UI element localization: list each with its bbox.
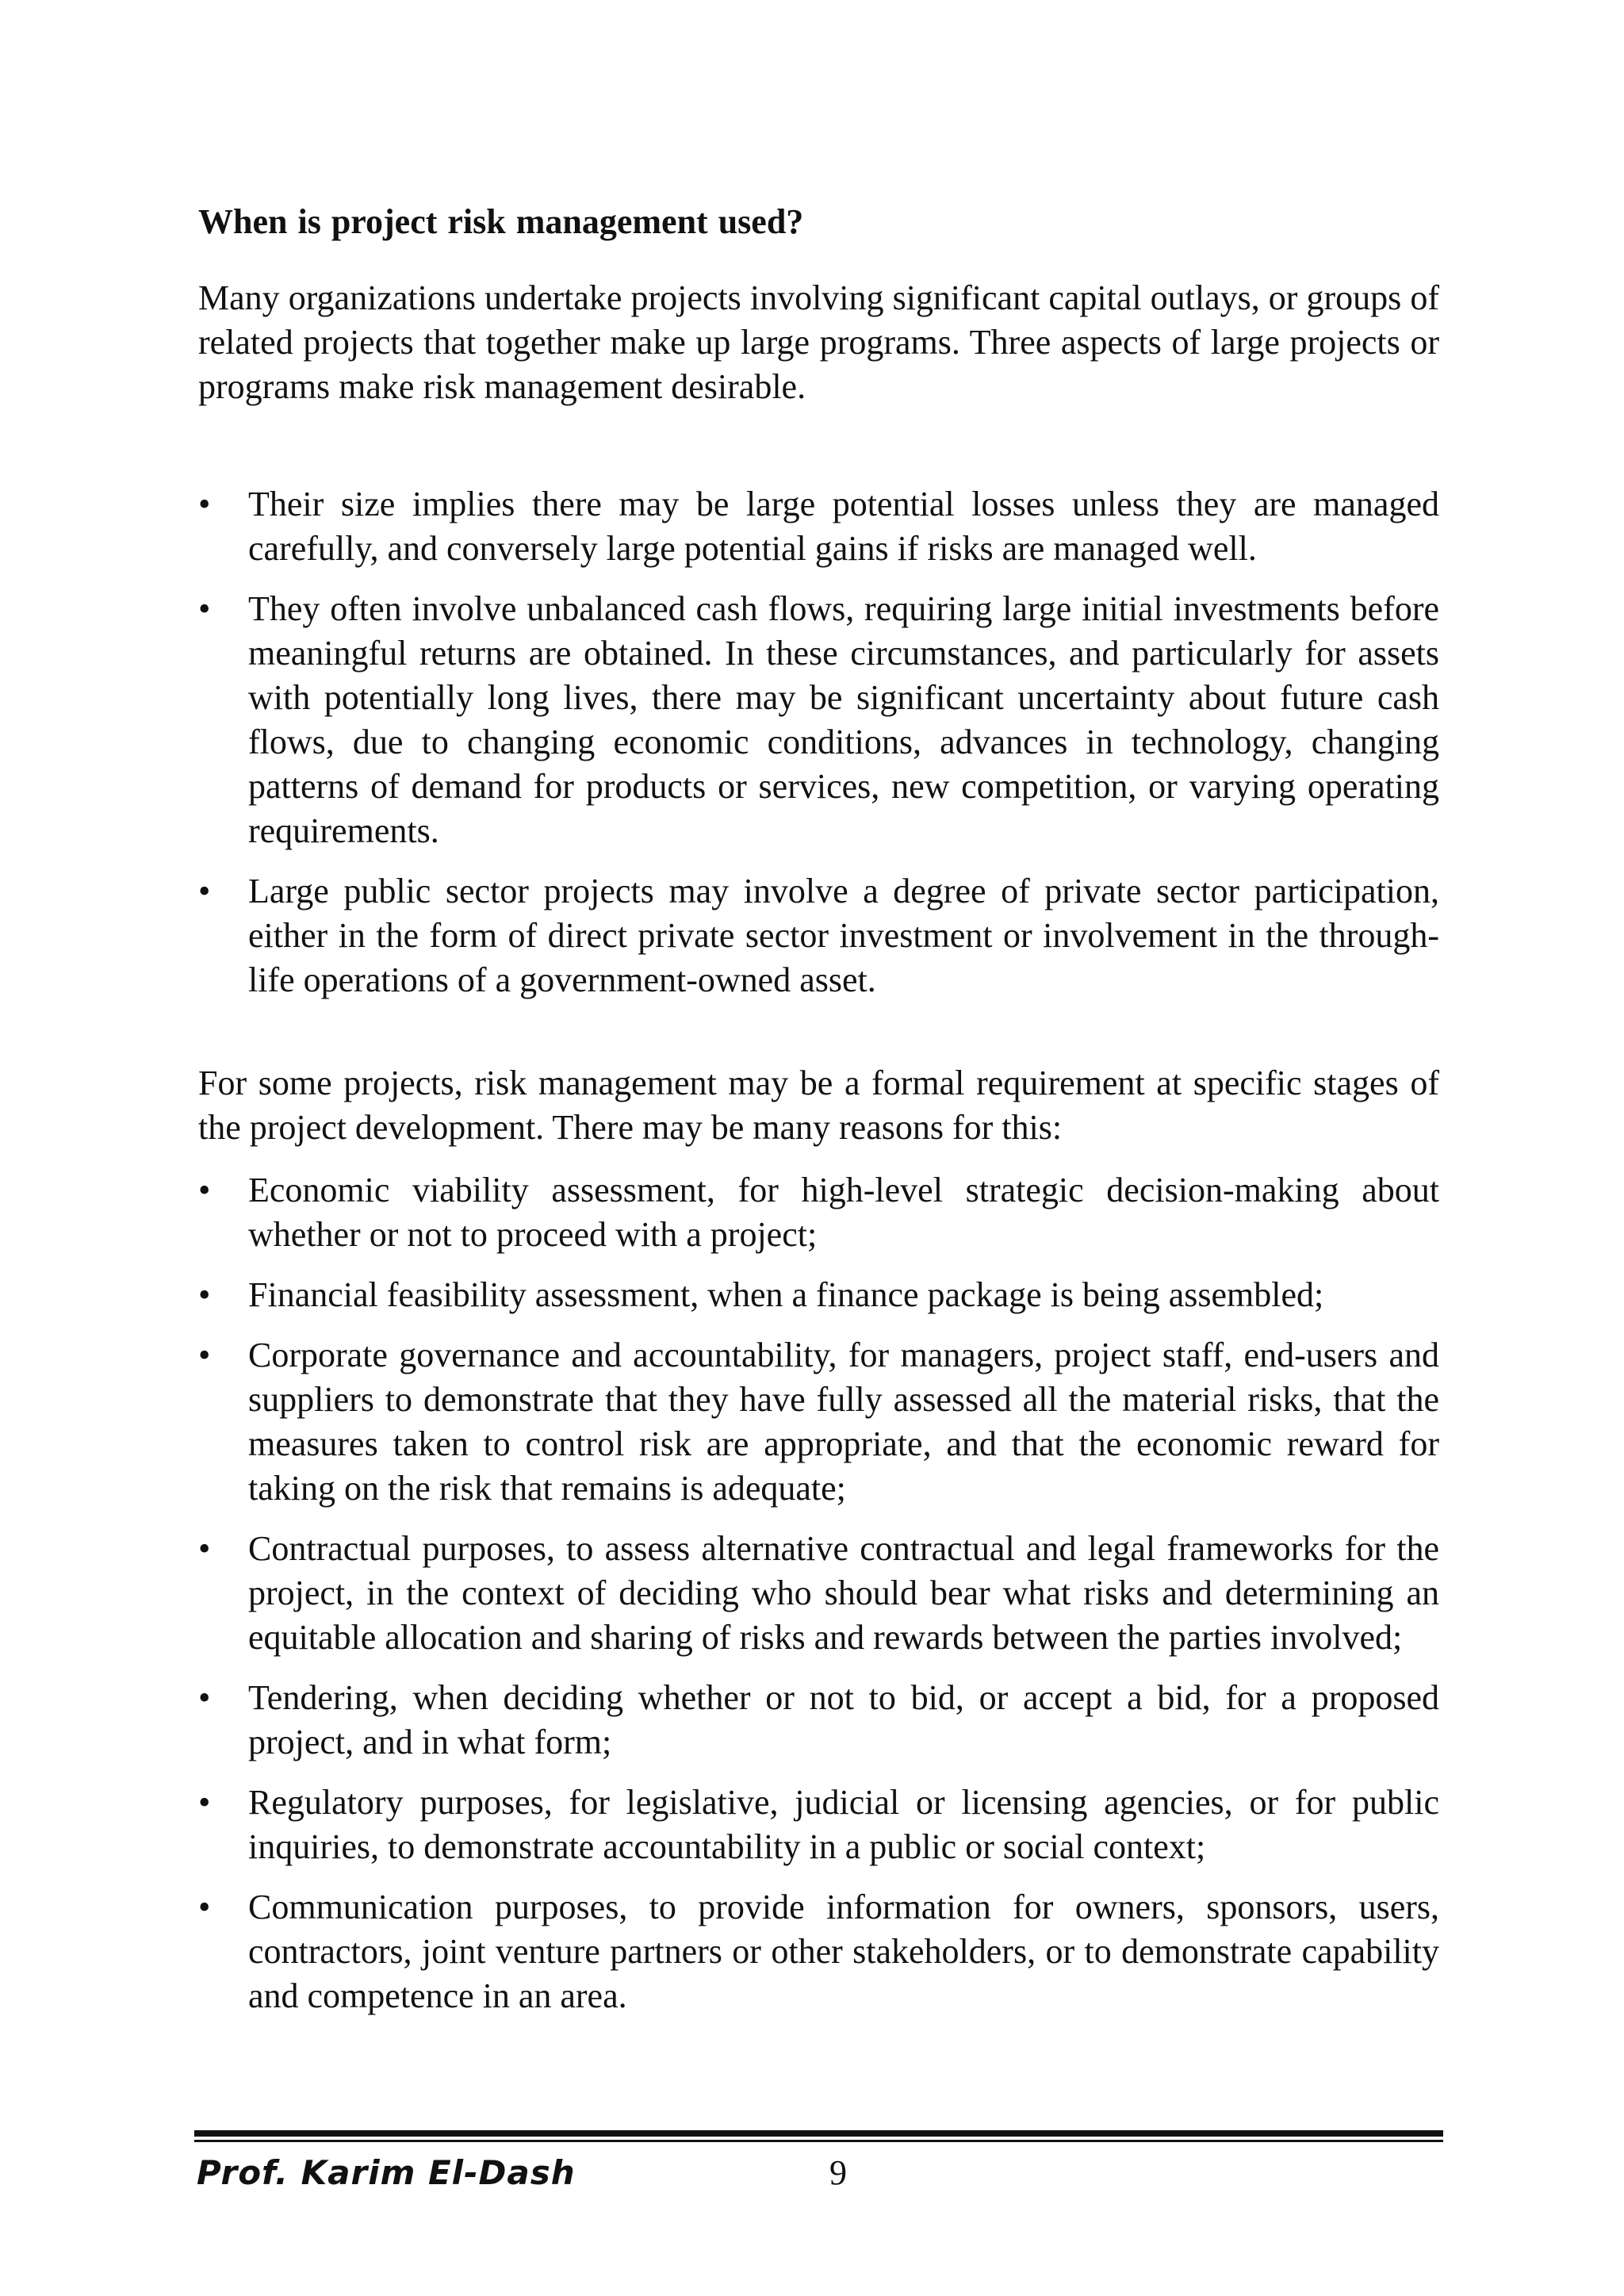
bullet-icon: • (198, 1336, 211, 1374)
aspects-list (198, 482, 1439, 1002)
list-item-text: Corporate governance and accountability, for managers, project staff, end-users and suppliers to demonstrate that they have fully assessed all the material risks, that the measures taken to control risk are appropriate, and that the economic reward for taking on the risk that remains is adequate; (248, 1336, 1439, 1508)
list-item (198, 482, 1439, 571)
bullet-icon: • (198, 872, 211, 910)
list-item (198, 1780, 1439, 1869)
list-item-text: Economic viability assessment, for high-level strategic decision-making about whether or not to proceed with a project; (248, 1171, 1439, 1254)
list-item (198, 1273, 1439, 1317)
footer-divider (194, 2130, 1443, 2137)
list-item (198, 1168, 1439, 1257)
list-item-text: Contractual purposes, to assess alternative contractual and legal frameworks for the project, in the context of deciding who should bear what risks and determining an equitable allocation and sharing of risks and rewards between the parties involved; (248, 1529, 1439, 1657)
intro-paragraph-block (198, 276, 1439, 409)
list-item-text: Tendering, when deciding whether or not to bid, or accept a bid, for a proposed project, and in what form; (248, 1678, 1439, 1761)
bullet-icon: • (198, 1529, 211, 1568)
section-heading: When is project risk management used? (198, 202, 804, 241)
page-number: 9 (829, 2153, 847, 2192)
list-item-text: Their size implies there may be large potential losses unless they are managed carefully, and conversely large potential gains if risks are managed well. (248, 485, 1439, 568)
list-item (198, 1885, 1439, 2018)
bullet-icon: • (198, 1888, 211, 1926)
list-item (198, 1333, 1439, 1511)
footer-author: Prof. Karim El-Dash (197, 2153, 576, 2192)
bullet-icon: • (198, 1171, 211, 1209)
reasons-list (198, 1168, 1439, 2018)
list-item-text: Regulatory purposes, for legislative, judicial or licensing agencies, or for public inquiries, to demonstrate accountability in a public or social context; (248, 1783, 1439, 1866)
requirement-paragraph-block (198, 1061, 1439, 1150)
list-item (198, 587, 1439, 853)
list-item (198, 1527, 1439, 1660)
bullet-icon: • (198, 1678, 211, 1717)
requirement-paragraph: For some projects, risk management may be a formal requirement at specific stages of the project development. There may be many reasons for this: (198, 1064, 1439, 1147)
list-item-text: Communication purposes, to provide information for owners, sponsors, users, contractors, joint venture partners or other stakeholders, or to demonstrate capability and competence in an area. (248, 1888, 1439, 2015)
list-item-text: Large public sector projects may involve a degree of private sector participation, either in the form of direct private sector investment or involvement in the through-life operations of a government-owned asset. (248, 872, 1439, 999)
bullet-icon: • (198, 589, 211, 628)
footer-divider-thin (194, 2140, 1443, 2142)
bullet-icon: • (198, 1275, 211, 1314)
list-item (198, 869, 1439, 1002)
document-page (198, 0, 1439, 2296)
intro-paragraph: Many organizations undertake projects involving significant capital outlays, or groups of related projects that together make up large programs. Three aspects of large projects or programs make risk management desirable. (198, 278, 1439, 406)
list-item-text: Financial feasibility assessment, when a finance package is being assembled; (248, 1275, 1324, 1314)
list-item-text: They often involve unbalanced cash flows, requiring large initial investments before meaningful returns are obtained. In these circumstances, and particularly for assets with potentially long lives, there may be significant uncertainty about future cash flows, due to changing economic conditions, advances in technology, changing patterns of demand for products or services, new competition, or varying operating requirements. (248, 589, 1439, 850)
bullet-icon: • (198, 485, 211, 523)
list-item (198, 1676, 1439, 1765)
bullet-icon: • (198, 1783, 211, 1822)
